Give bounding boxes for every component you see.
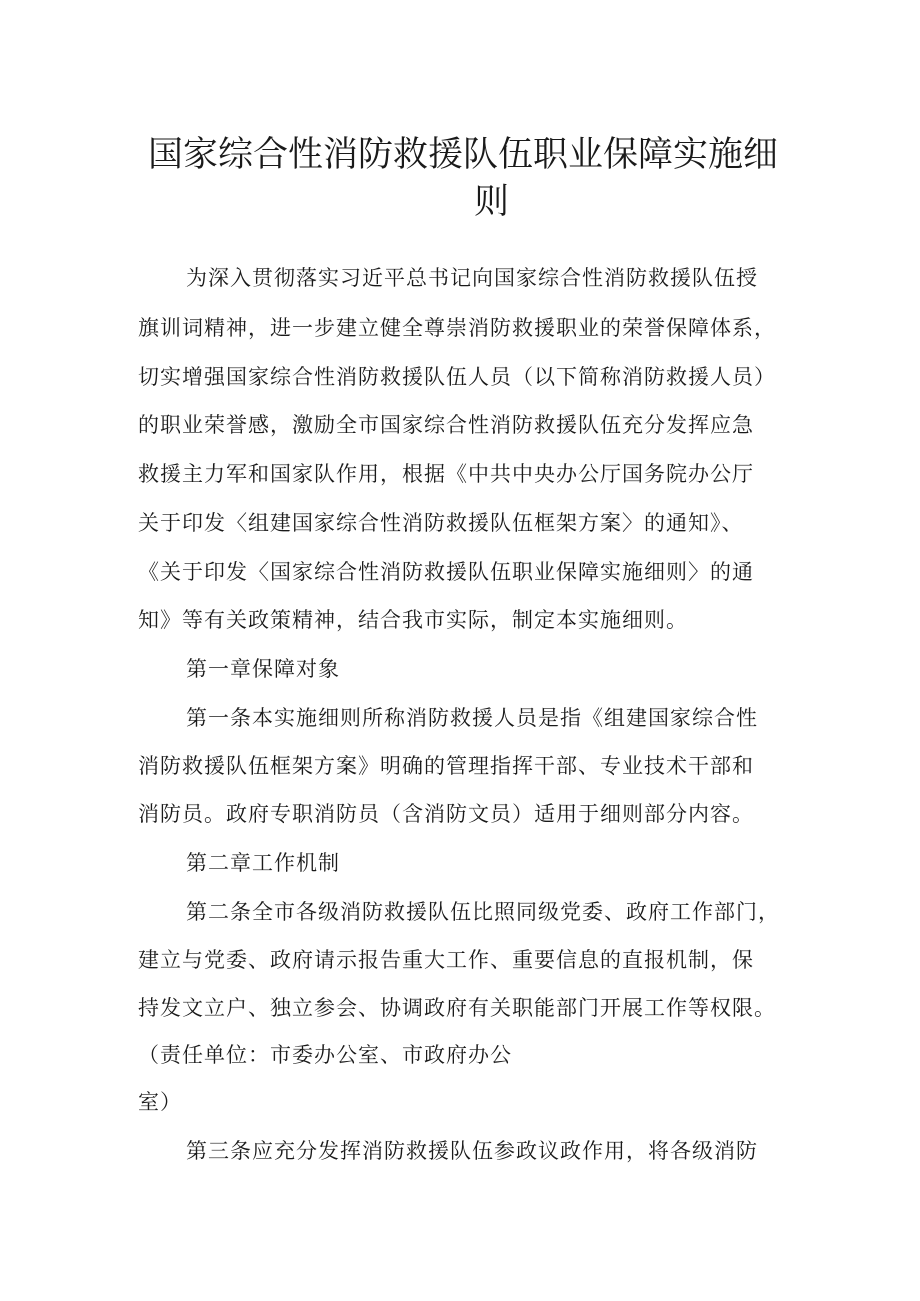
intro-line: 救援主力军和国家队作用，根据《中共中央办公厅国务院办公厅	[138, 462, 754, 486]
document-title-line-1: 国家综合性消防救援队伍职业保障实施细	[148, 135, 779, 175]
article-2-line: 第二条全市各级消防救援队伍比照同级党委、政府工作部门，	[186, 900, 780, 924]
document-title-line-2: 则	[474, 182, 510, 222]
intro-line: 为深入贯彻落实习近平总书记向国家综合性消防救援队伍授	[186, 266, 758, 290]
article-1-line: 消防员。政府专职消防员（含消防文员）适用于细则部分内容。	[138, 802, 754, 826]
intro-line: 《关于印发〈国家综合性消防救援队伍职业保障实施细则〉的通	[138, 560, 754, 584]
intro-line: 切实增强国家综合性消防救援队伍人员（以下简称消防救援人员）	[138, 365, 776, 389]
article-2-line: 持发文立户、独立参会、协调政府有关职能部门开展工作等权限。	[138, 996, 776, 1020]
intro-line: 知》等有关政策精神，结合我市实际，制定本实施细则。	[138, 608, 688, 632]
article-2-line: 室）	[138, 1090, 182, 1114]
intro-line: 关于印发〈组建国家综合性消防救援队伍框架方案〉的通知》、	[138, 511, 744, 535]
chapter-2-heading: 第二章工作机制	[186, 851, 340, 875]
article-3-line: 第三条应充分发挥消防救援队伍参政议政作用，将各级消防	[186, 1139, 758, 1163]
article-1-line: 第一条本实施细则所称消防救援人员是指《组建国家综合性	[186, 706, 758, 730]
article-2-line: 建立与党委、政府请示报告重大工作、重要信息的直报机制，保	[138, 948, 754, 972]
chapter-1-heading: 第一章保障对象	[186, 657, 340, 681]
intro-line: 的职业荣誉感，激励全市国家综合性消防救援队伍充分发挥应急	[138, 413, 754, 437]
article-1-line: 消防救援队伍框架方案》明确的管理指挥干部、专业技术干部和	[138, 754, 754, 778]
article-2-line: （责任单位：市委办公室、市政府办公	[138, 1043, 512, 1067]
intro-line: 旗训词精神，进一步建立健全尊崇消防救援职业的荣誉保障体系，	[138, 316, 776, 340]
